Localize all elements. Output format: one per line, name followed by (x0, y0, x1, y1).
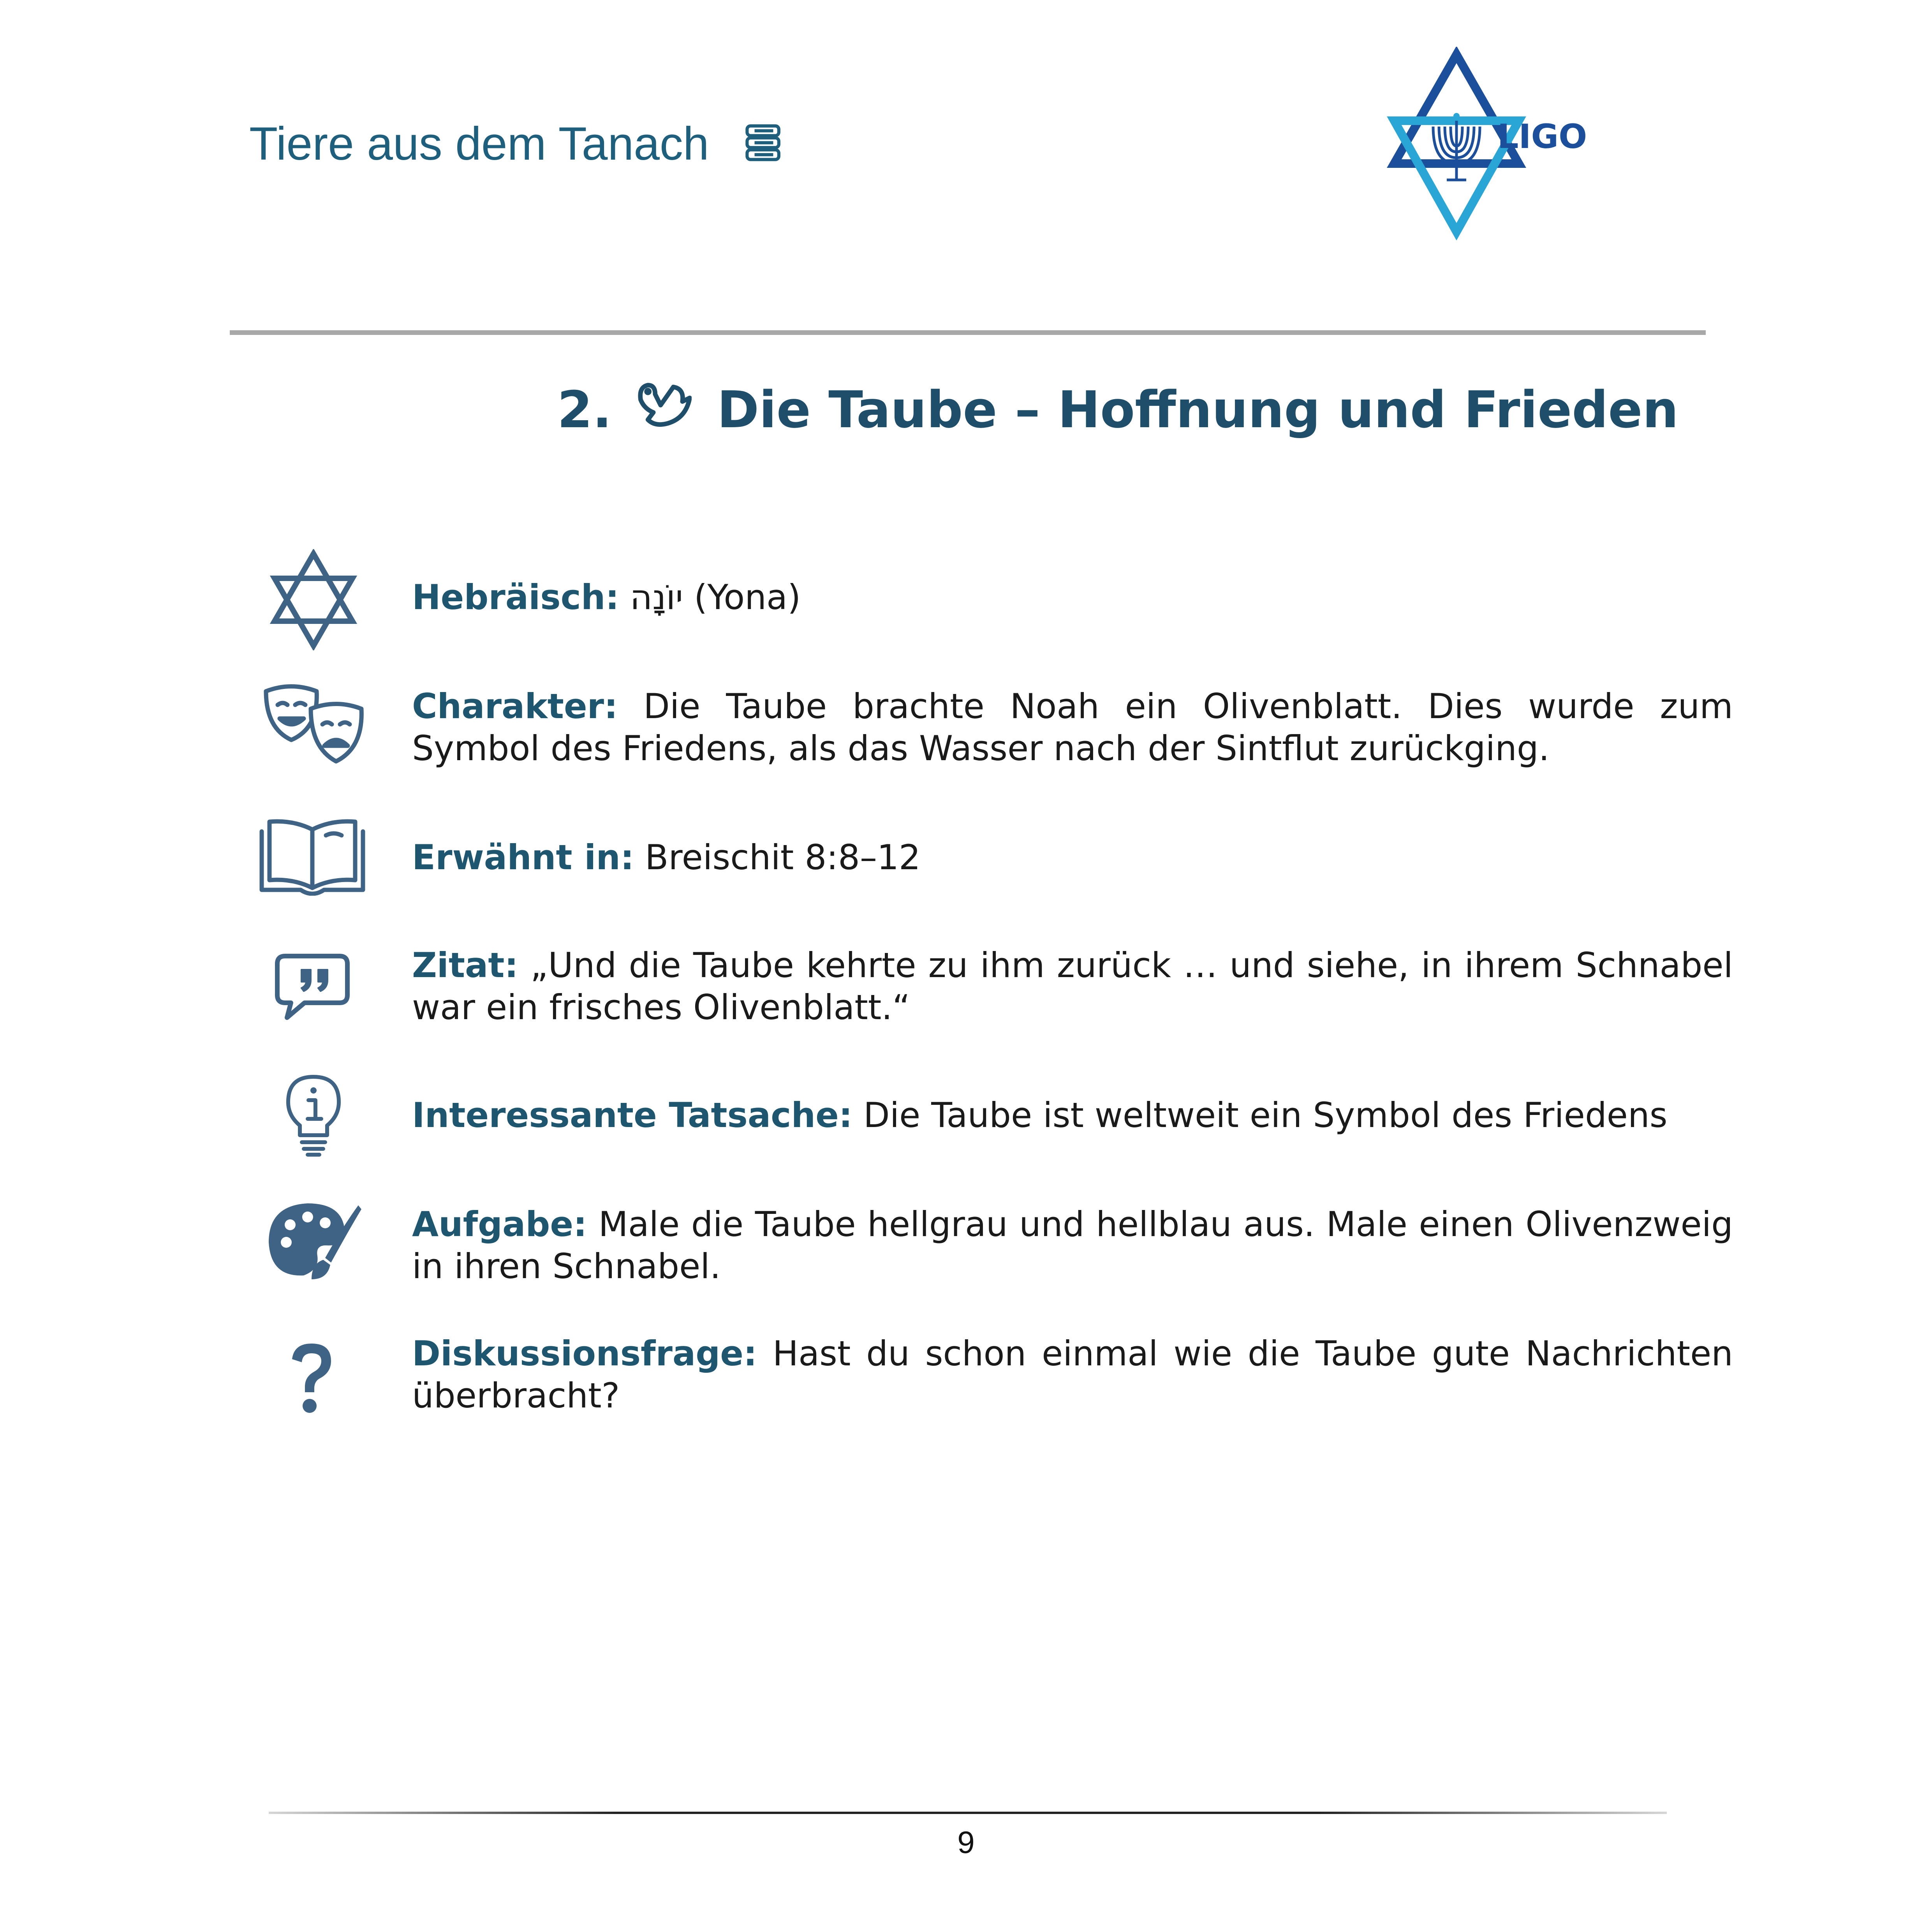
header-divider (230, 330, 1706, 335)
ligo-logo (1371, 47, 1620, 243)
info-text (412, 1203, 1733, 1287)
logo-text: LIGO (1497, 117, 1587, 156)
menorah-icon (1433, 121, 1480, 180)
info-value: Male die Taube hellgrau und hellblau aus. Male einen Olivenzweig in ihren Schnabel. (412, 1204, 1733, 1286)
star-of-david-icon (269, 549, 358, 652)
lightbulb-info-icon (284, 1073, 343, 1160)
books-icon (741, 120, 786, 176)
question-mark-icon (286, 1340, 337, 1419)
info-label: Interessante Tatsache: (412, 1095, 852, 1135)
info-value: Die Taube brachte Noah ein Olivenblatt. Dies wurde zum Symbol des Friedens, als das Wasser nach der Sintflut zurückging. (412, 686, 1733, 768)
dove-icon (633, 380, 692, 446)
info-text (412, 1094, 1733, 1136)
info-value: Hast du schon einmal wie die Taube gute Nachrichten überbracht? (412, 1333, 1733, 1416)
info-value: יוֹנָה (Yona) (619, 577, 801, 617)
footer-divider (269, 1812, 1667, 1814)
theater-masks-icon (260, 682, 369, 773)
info-value: Breischit 8:8–12 (634, 837, 921, 877)
info-value: Die Taube ist weltweit ein Symbol des Friedens (852, 1095, 1668, 1135)
section-number: 2. (557, 380, 612, 439)
info-text (412, 837, 1733, 879)
header-title (249, 117, 786, 176)
info-text (412, 685, 1733, 770)
info-label: Hebräisch: (412, 577, 619, 617)
info-text (412, 576, 1733, 618)
quote-bubble-icon (273, 952, 351, 1024)
page-title (0, 380, 1932, 446)
page-number: 9 (957, 1825, 975, 1860)
section-title: Die Taube – Hoffnung und Frieden (717, 380, 1679, 439)
header-title-text: Tiere aus dem Tanach (249, 118, 709, 170)
info-text (412, 1333, 1733, 1417)
info-value: „Und die Taube kehrte zu ihm zurück … und siehe, in ihrem Schnabel war ein frisches Olivenblatt.“ (412, 945, 1733, 1027)
info-label: Erwähnt in: (412, 837, 634, 877)
info-text (412, 944, 1733, 1029)
palette-icon (265, 1199, 362, 1285)
info-label: Diskussionsfrage: (412, 1333, 757, 1374)
info-label: Aufgabe: (412, 1204, 587, 1244)
info-label: Zitat: (412, 945, 518, 985)
info-label: Charakter: (412, 686, 618, 726)
open-book-icon (258, 814, 367, 897)
